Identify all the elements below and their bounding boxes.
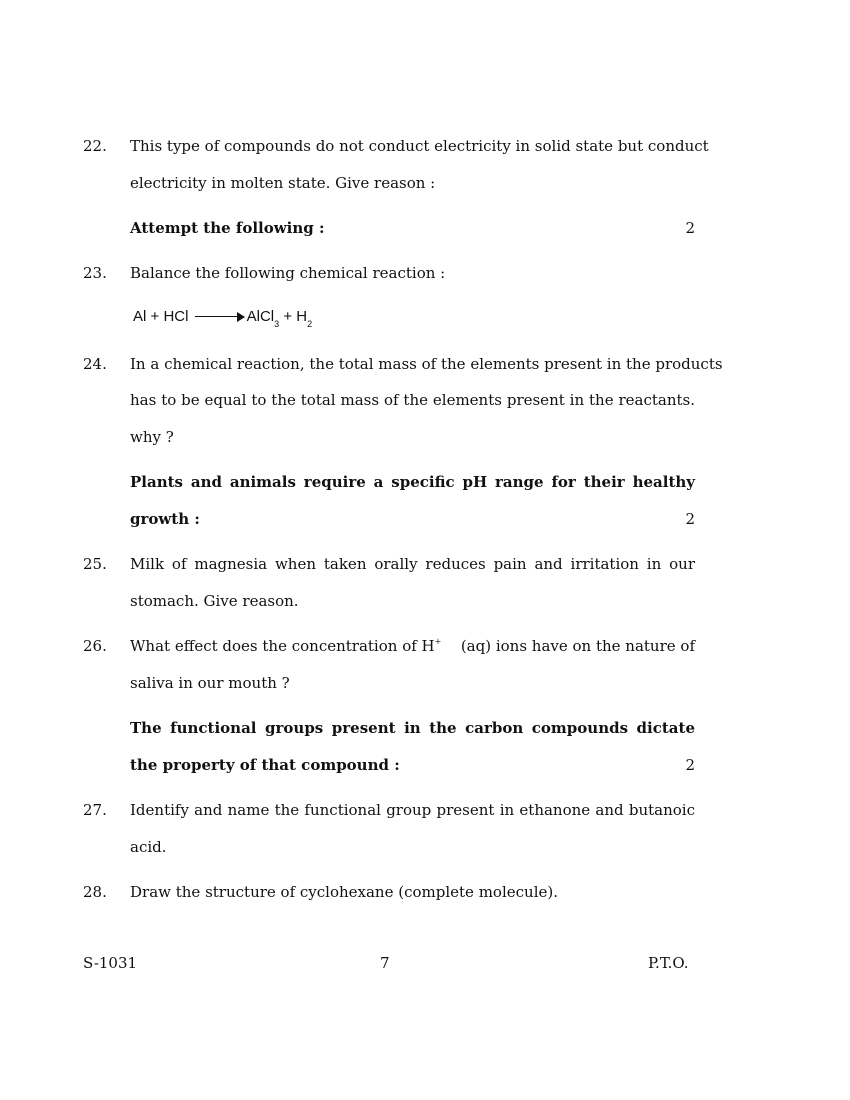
section-heading-attempt: Attempt the following : (130, 219, 325, 237)
footer-paper-code: S-1031 (83, 954, 138, 972)
section-heading-functional-groups-line-2: the property of that compound : (130, 756, 400, 774)
question-number-27: 27. (83, 801, 107, 819)
product-alcl3 (246, 308, 280, 329)
q26-part-b: (aq) ions have on the nature of (460, 637, 695, 655)
question-28-text: Draw the structure of cyclohexane (complete molecule). (130, 883, 558, 901)
product-h2-base: H (296, 308, 308, 325)
question-24-text-line-2: has to be equal to the total mass of the elements present in the reactants. (130, 391, 695, 409)
question-number-24: 24. (83, 355, 107, 373)
section-heading-ph: Plants and animals require a specific pH range for their healthy (130, 473, 695, 491)
question-number-22: 22. (83, 137, 107, 155)
q26-part-a (130, 637, 441, 655)
product-h2 (296, 308, 313, 329)
question-26-text-line-2: saliva in our mouth ? (130, 674, 290, 692)
plus-sign-2: + (283, 308, 293, 325)
question-27-text-line-2: acid. (130, 838, 167, 856)
section-heading-ph-line-2: growth : (130, 510, 200, 528)
question-number-23: 23. (83, 264, 107, 282)
section-3-marks: 2 (685, 756, 695, 774)
section-2-marks: 2 (685, 510, 695, 528)
reactant-al: Al (133, 308, 147, 325)
reaction-arrow-icon (195, 311, 245, 323)
product-h2-subscript: 2 (307, 319, 313, 329)
question-22-text-line-1: This type of compounds do not conduct electricity in solid state but conduct (130, 137, 709, 155)
question-23-text: Balance the following chemical reaction : (130, 264, 446, 282)
q26-part-a-text: What effect does the concentration of H (130, 637, 435, 655)
footer-pto: P.T.O. (648, 954, 689, 972)
question-24-text-line-3: why ? (130, 428, 174, 446)
product-alcl3-subscript: 3 (274, 319, 280, 329)
question-number-25: 25. (83, 555, 107, 573)
chemical-equation (133, 308, 312, 329)
question-26-text-line-1 (130, 637, 695, 655)
question-22-text-line-2: electricity in molten state. Give reason : (130, 174, 436, 192)
question-27-text-line-1: Identify and name the functional group present in ethanone and butanoic (130, 801, 695, 819)
question-25-text-line-1: Milk of magnesia when taken orally reduces pain and irritation in our (130, 555, 695, 573)
question-number-26: 26. (83, 637, 107, 655)
q26-superscript: + (434, 637, 442, 646)
question-25-text-line-2: stomach. Give reason. (130, 592, 299, 610)
plus-sign: + (150, 308, 160, 325)
section-1-marks: 2 (685, 219, 695, 237)
section-heading-functional-groups: The functional groups present in the carbon compounds dictate (130, 719, 695, 737)
question-number-28: 28. (83, 883, 107, 901)
reactant-hcl: HCl (163, 308, 189, 325)
product-alcl3-base: AlCl (246, 308, 275, 325)
question-24-text-line-1: In a chemical reaction, the total mass of the elements present in the products (130, 355, 723, 373)
footer-page-number: 7 (380, 954, 390, 972)
